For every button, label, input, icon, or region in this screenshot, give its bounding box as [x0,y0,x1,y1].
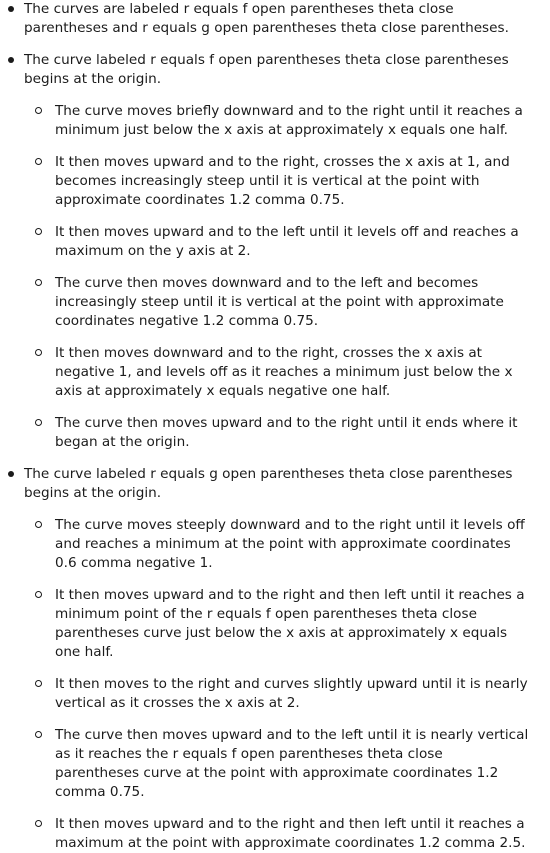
sub-bullet [32,726,540,802]
sub-bullet [32,516,540,573]
bullet-curves-labeled [0,0,550,38]
sub-bullet-text: The curve then moves upward and to the left until it is nearly vertical as it reaches the r equals f open parentheses theta close parentheses curve at the point with approximate coordinates 1.2 comma 0.75. [55,727,529,800]
sub-bullet [32,274,540,331]
sub-bullet-text: It then moves downward and to the right, crosses the x axis at negative 1, and levels off as it reaches a minimum just below the x axis at approximately x equals negative one half. [55,345,513,399]
sub-bullet-text: The curve then moves downward and to the left and becomes increasingly steep until it is vertical at the point with approximate coordinates negative 1.2 comma 0.75. [55,275,504,329]
bullet-text: The curves are labeled r equals f open parentheses theta close parentheses and r equals g open parentheses theta close parentheses. [24,1,509,36]
sub-bullet-text: The curve moves briefly downward and to the right until it reaches a minimum just below the x axis at approximately x equals one half. [55,103,523,138]
sub-bullet-text: It then moves upward and to the right, crosses the x axis at 1, and becomes increasingly steep until it is vertical at the point with approximate coordinates 1.2 comma 0.75. [55,154,510,208]
sub-bullet [32,153,540,210]
sub-bullet [32,414,540,452]
sub-bullet-text: It then moves to the right and curves slightly upward until it is nearly vertical as it crosses the x axis at 2. [55,676,528,711]
sub-bullet [32,102,540,140]
curve-f-steps [0,102,540,452]
sub-bullet-text: It then moves upward and to the left until it levels off and reaches a maximum on the y axis at 2. [55,224,519,259]
bullet-curve-f [0,51,550,452]
sub-bullet [32,344,540,401]
curve-g-steps [0,516,540,853]
sub-bullet-text: The curve moves steeply downward and to the right until it levels off and reaches a minimum at the point with approximate coordinates 0.6 comma negative 1. [55,517,525,571]
bullet-curve-g [0,465,550,853]
sub-bullet [32,586,540,662]
sub-bullet [32,815,540,853]
sub-bullet [32,223,540,261]
bullet-text: The curve labeled r equals g open parentheses theta close parentheses begins at the origin. [24,466,513,501]
sub-bullet-text: It then moves upward and to the right and then left until it reaches a minimum point of the r equals f open parentheses theta close parentheses curve just below the x axis at approximately x equals one half. [55,587,525,660]
bullet-text: The curve labeled r equals f open parentheses theta close parentheses begins at the origin. [24,52,509,87]
sub-bullet-text: The curve then moves upward and to the right until it ends where it began at the origin. [55,415,518,450]
sub-bullet [32,675,540,713]
sub-bullet-text: It then moves upward and to the right and then left until it reaches a maximum at the point with approximate coordinates 1.2 comma 2.5. [55,816,526,851]
